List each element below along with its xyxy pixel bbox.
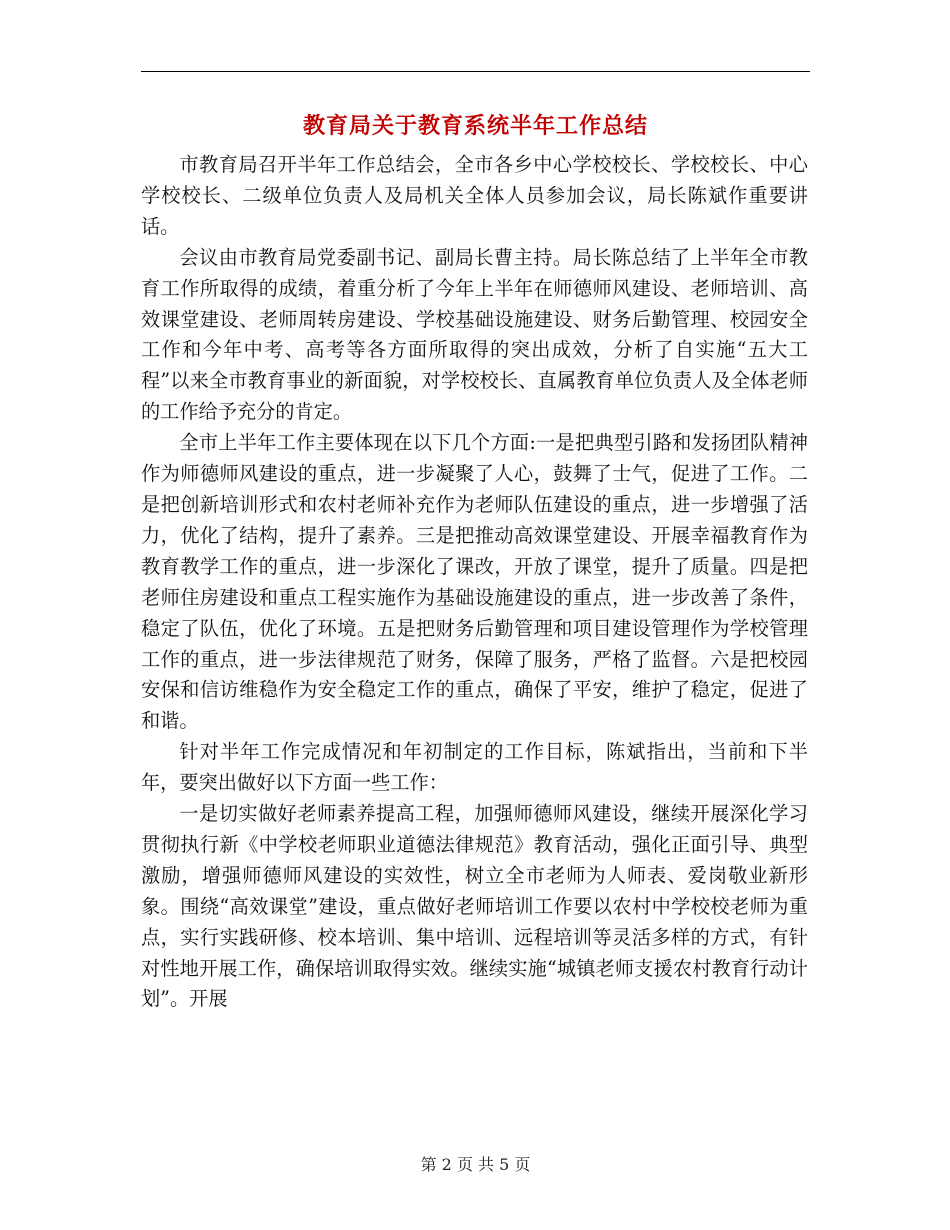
document-title: 教育局关于教育系统半年工作总结 — [302, 113, 648, 139]
footer-prefix: 第 — [420, 1155, 437, 1174]
paragraph-1: 市教育局召开半年工作总结会，全市各乡中心学校校长、学校校长、中心学校校长、二级单位负责人及局机关全体人员参加会议，局长陈斌作重要讲话。 — [141, 153, 808, 238]
footer-middle: 页 共 — [456, 1155, 495, 1174]
paragraph-5: 一是切实做好老师素养提高工程，加强师德师风建设，继续开展深化学习贯彻执行新《中学校老师职业道德法律规范》教育活动，强化正面引导、典型激励，增强师德师风建设的实效性，树立全市老师为人师表、爱岗敬业新形象。围绕“高效课堂”建设，重点做好老师培训工作要以农村中学校校老师为重点，实行实践研修、校本培训、集中培训、远程培训等灵活多样的方式，有针对性地开展工作，确保培训取得实效。继续实施“城镇老师支援农村教育行动计划”。开展 — [141, 802, 808, 1011]
footer-page-number: 2 — [441, 1155, 452, 1174]
paragraph-4: 针对半年工作完成情况和年初制定的工作目标，陈斌指出，当前和下半年，要突出做好以下方面一些工作： — [141, 740, 808, 795]
paragraph-2: 会议由市教育局党委副书记、副局长曹主持。局长陈总结了上半年全市教育工作所取得的成绩，着重分析了今年上半年在师德师风建设、老师培训、高效课堂建设、老师周转房建设、学校基础设施建设、财务后勤管理、校园安全工作和今年中考、高考等各方面所取得的突出成效，分析了自实施“五大工程”以来全市教育事业的新面貌，对学校校长、直属教育单位负责人及全体老师的工作给予充分的肯定。 — [141, 245, 808, 424]
document-body — [141, 150, 808, 1015]
header-rule — [141, 71, 810, 72]
paragraph-3: 全市上半年工作主要体现在以下几个方面:一是把典型引路和发扬团队精神作为师德师风建设的重点，进一步凝聚了人心，鼓舞了士气，促进了工作。二是把创新培训形式和农村老师补充作为老师队伍建设的重点，进一步增强了活力，优化了结构，提升了素养。三是把推动高效课堂建设、开展幸福教育作为教育教学工作的重点，进一步深化了课改，开放了课堂，提升了质量。四是把老师住房建设和重点工程实施作为基础设施建设的重点，进一步改善了条件，稳定了队伍，优化了环境。五是把财务后勤管理和项目建设管理作为学校管理工作的重点，进一步法律规范了财务，保障了服务，严格了监督。六是把校园安保和信访维稳作为安全稳定工作的重点，确保了平安，维护了稳定，促进了和谐。 — [141, 431, 808, 733]
page-footer — [141, 1153, 810, 1177]
footer-suffix: 页 — [514, 1155, 531, 1174]
footer-total-pages: 5 — [499, 1155, 510, 1174]
